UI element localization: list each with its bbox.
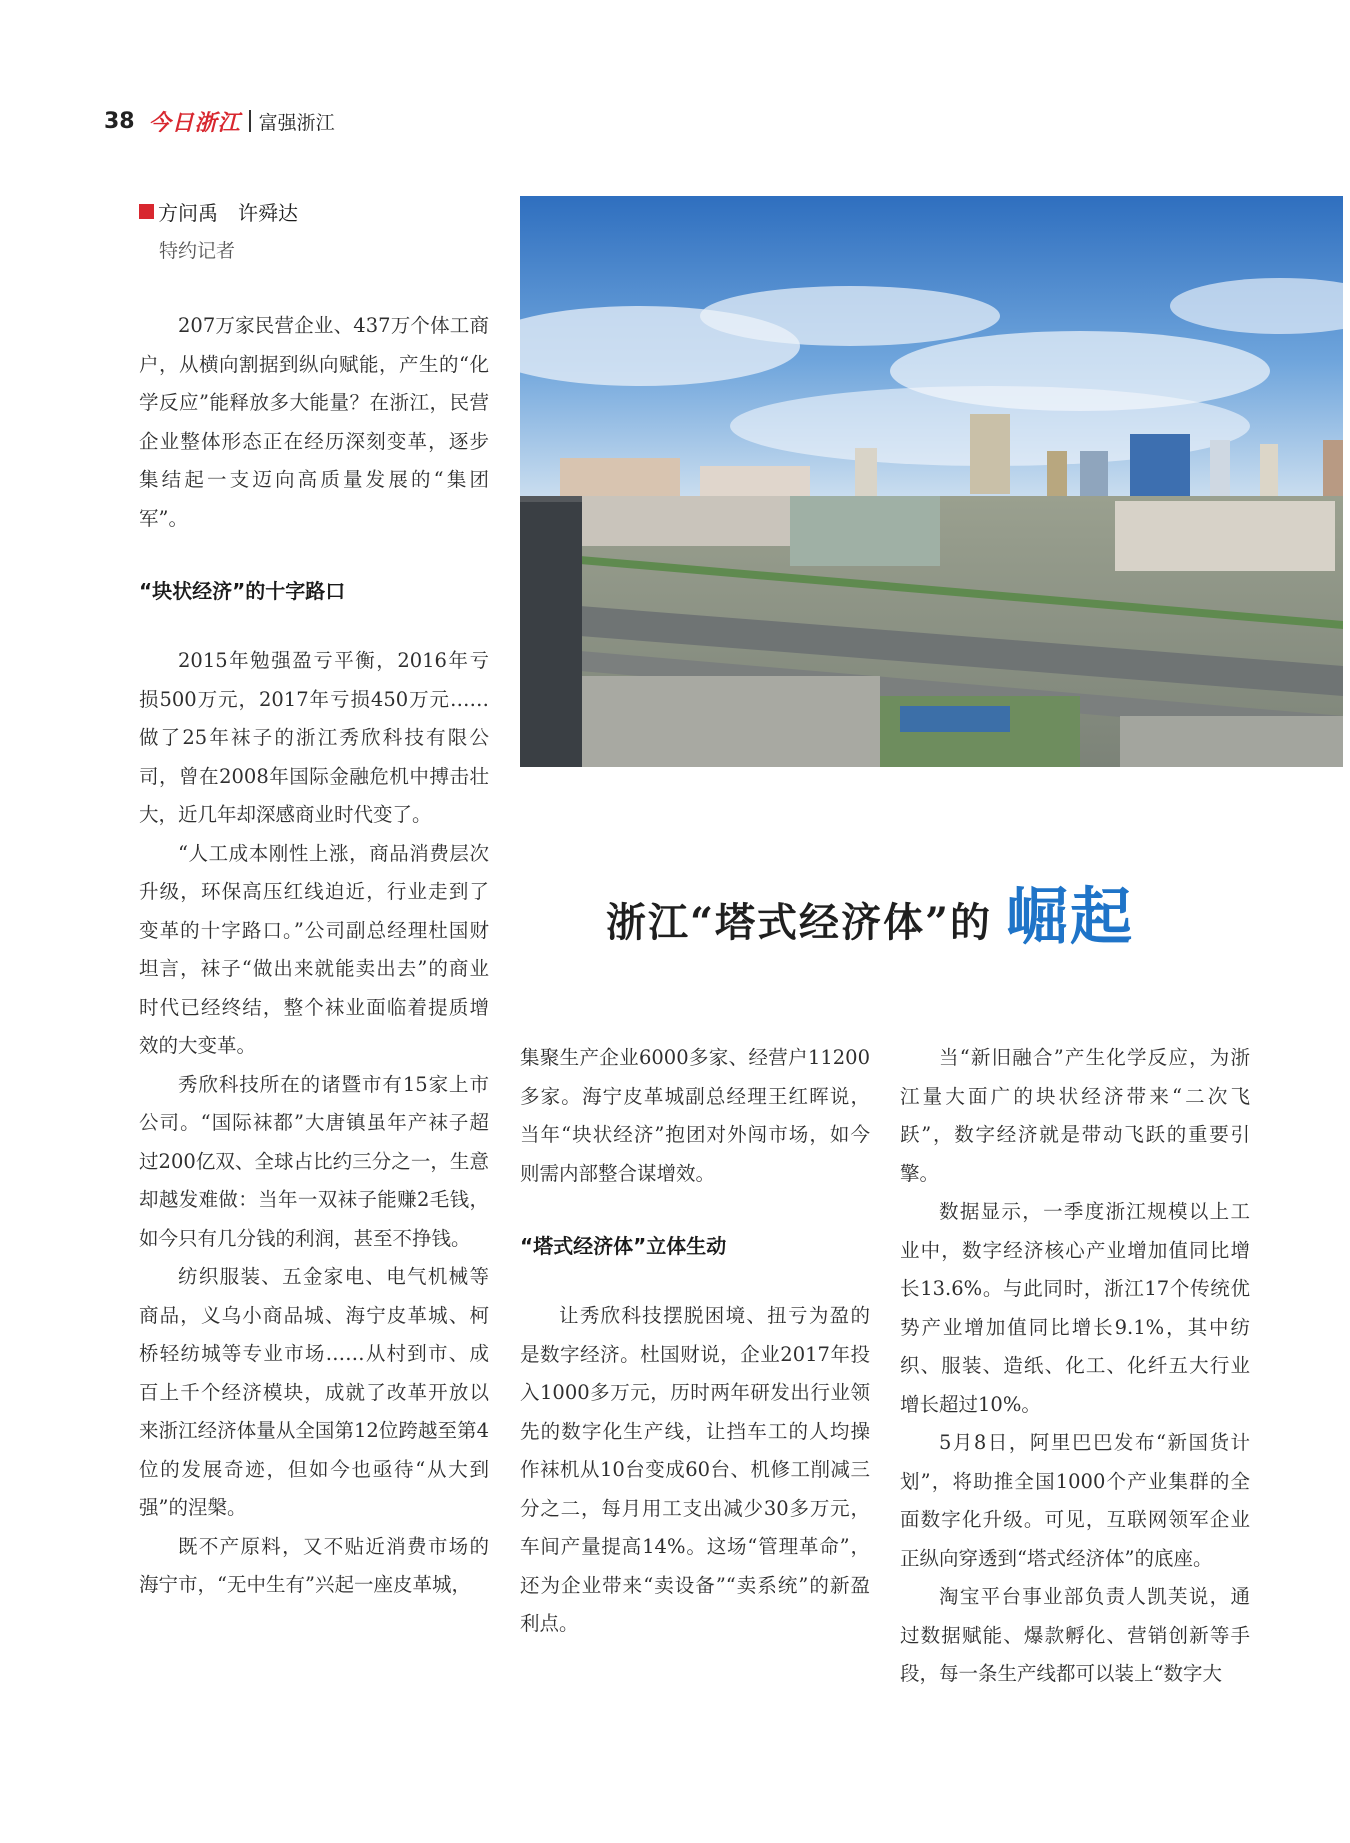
article-title-accent: 崛起 xyxy=(1006,880,1135,953)
author-role: 特约记者 xyxy=(159,240,236,262)
city-aerial-photo xyxy=(520,196,1343,767)
magazine-logo: 今日浙江 xyxy=(148,109,241,136)
header-divider xyxy=(249,110,251,132)
article-title-main: 浙江“塔式经济体”的 xyxy=(606,899,993,946)
paragraph: 既不产原料，又不贴近消费市场的海宁市，“无中生有”兴起一座皮革城， xyxy=(139,1534,489,1596)
subheading: “塔式经济体”立体生动 xyxy=(520,1234,727,1258)
subheading: “块状经济”的十字路口 xyxy=(139,579,346,603)
text-column-1 xyxy=(139,307,489,1605)
byline-marker-icon xyxy=(139,204,154,219)
paragraph: “人工成本刚性上涨，商品消费层次升级，环保高压红线迫近，行业走到了变革的十字路口。”公司副总经理杜国财坦言，袜子“做出来就能卖出去”的商业时代已经终结，整个袜业面临着提质增效的大变革。 xyxy=(139,841,489,1057)
text-column-2 xyxy=(520,1039,870,1644)
section-name: 富强浙江 xyxy=(258,111,335,134)
paragraph: 让秀欣科技摆脱困境、扭亏为盈的是数字经济。杜国财说，企业2017年投入1000多万元，历时两年研发出行业领先的数字化生产线，让挡车工的人均操作袜机从10台变成60台、机修工削减三分之二，每月用工支出减少30多万元，车间产量提高14%。这场“管理革命”，还为企业带来“卖设备”“卖系统”的新盈利点。 xyxy=(520,1304,870,1635)
paragraph: 集聚生产企业6000多家、经营户11200多家。海宁皮革城副总经理王红晖说，当年“块状经济”抱团对外闯市场，如今则需内部整合谋增效。 xyxy=(520,1046,870,1185)
page-header xyxy=(104,104,335,138)
paragraph: 淘宝平台事业部负责人凯芙说，通过数据赋能、爆款孵化、营销创新等手段，每一条生产线都可以装上“数字大 xyxy=(900,1585,1250,1685)
paragraph: 当“新旧融合”产生化学反应，为浙江量大面广的块状经济带来“二次飞跃”，数字经济就是带动飞跃的重要引擎。 xyxy=(900,1046,1250,1185)
text-column-3 xyxy=(900,1039,1250,1694)
paragraph: 秀欣科技所在的诸暨市有15家上市公司。“国际袜都”大唐镇虽年产袜子超过200亿双、全球占比约三分之一，生意却越发难做：当年一双袜子能赚2毛钱，如今只有几分钱的利润，甚至不挣钱。 xyxy=(139,1072,489,1250)
article-title xyxy=(606,868,1135,953)
paragraph: 数据显示，一季度浙江规模以上工业中，数字经济核心产业增加值同比增长13.6%。与此同时，浙江17个传统优势产业增加值同比增长9.1%，其中纺织、服装、造纸、化工、化纤五大行业增长超过10%。 xyxy=(900,1200,1250,1416)
paragraph: 207万家民营企业、437万个体工商户，从横向割据到纵向赋能，产生的“化学反应”能释放多大能量？在浙江，民营企业整体形态正在经历深刻变革，逐步集结起一支迈向高质量发展的“集团军”。 xyxy=(139,314,489,530)
page-number: 38 xyxy=(104,108,135,134)
paragraph: 5月8日，阿里巴巴发布“新国货计划”，将助推全国1000个产业集群的全面数字化升级。可见，互联网领军企业正纵向穿透到“塔式经济体”的底座。 xyxy=(900,1431,1250,1570)
author-names: 方问禹 许舜达 xyxy=(158,201,298,225)
paragraph: 纺织服装、五金家电、电气机械等商品，义乌小商品城、海宁皮革城、柯桥轻纺城等专业市场……从村到市、成百上千个经济模块，成就了改革开放以来浙江经济体量从全国第12位跨越至第4位的发展奇迹，但如今也亟待“从大到强”的涅槃。 xyxy=(139,1265,489,1519)
paragraph: 2015年勉强盈亏平衡，2016年亏损500万元，2017年亏损450万元……做了25年袜子的浙江秀欣科技有限公司，曾在2008年国际金融危机中搏击壮大，近几年却深感商业时代变了。 xyxy=(139,649,489,826)
byline xyxy=(139,197,298,226)
